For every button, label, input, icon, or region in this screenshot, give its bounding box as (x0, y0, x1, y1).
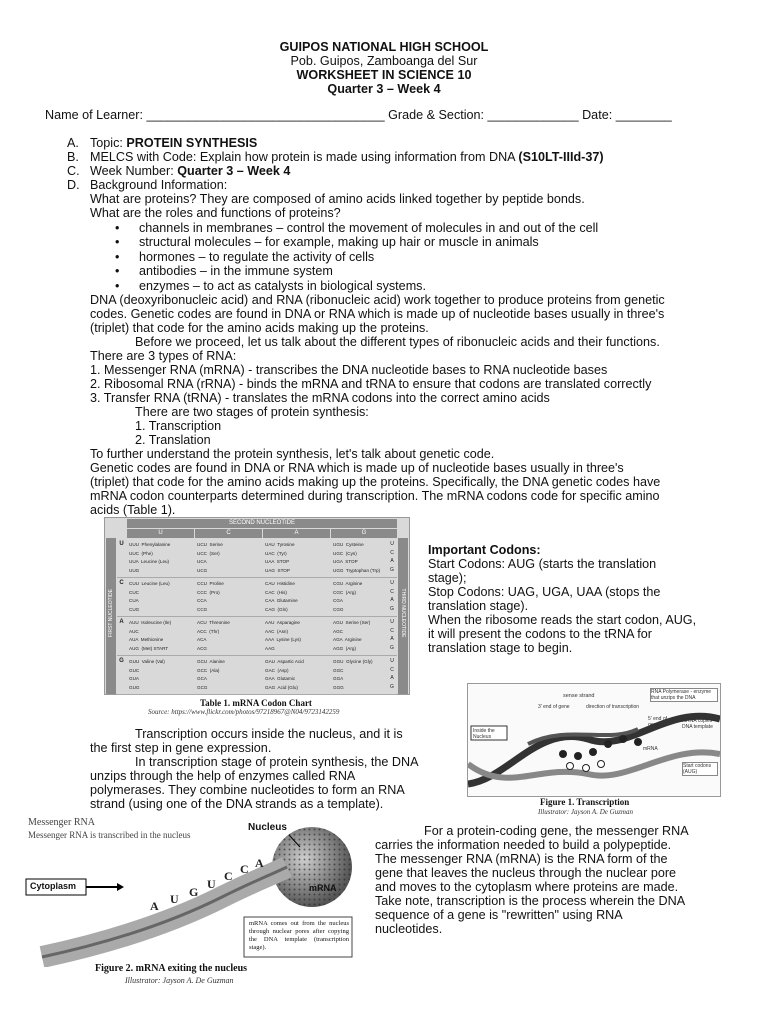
codon-note-line: Stop Codons: UAG, UGA, UAA (stops the (428, 585, 661, 599)
item-d-prefix: D. (67, 178, 80, 192)
transcription-line: Transcription occurs inside the nucleus, and it is (135, 727, 403, 741)
item-c (67, 164, 291, 178)
item-a-prefix: A. (67, 136, 79, 150)
paragraph-line: (triplet) that code for the amino acids making up the proteins. Specifically, the DNA genetic codes have (90, 475, 661, 489)
closing-line: Take note, transcription is the process wherein the DNA (375, 894, 686, 908)
question-proteins: What are proteins? They are composed of amino acids linked together by peptide bonds. (90, 192, 585, 206)
copies-note: mRNA copies DNA template (682, 718, 713, 730)
bullet-item: • channels in membranes – control the movement of molecules in and out of the cell (139, 221, 598, 235)
table-caption: Table 1. mRNA Codon Chart (200, 698, 312, 708)
codon-note-line: stage); (428, 571, 467, 585)
figure-1-caption: Figure 1. Transcription (540, 797, 630, 807)
figure-2-subtitle: Messenger RNA is transcribed in the nucleus (28, 830, 191, 840)
melc-code: (S10LT-IIId-37) (518, 150, 604, 164)
paragraph-line: mRNA codon counterparts determined during transcription. The mRNA codons code for specific amino (90, 489, 660, 503)
codon-cell: GAU Aspartic Acid GAC (Asp) GAA Glutamic GAG Acid (Glu) (265, 659, 304, 690)
item-b-prefix: B. (67, 150, 79, 164)
first-nucleotide-letter: G (119, 658, 124, 664)
topic-value: PROTEIN SYNTHESIS (126, 136, 258, 150)
third-nucleotide-letter: C (390, 588, 394, 595)
third-nucleotide-letter: G (390, 683, 394, 690)
three-prime-label: 3' end of gene (538, 704, 570, 710)
closing-line: and moves to the cytoplasm where proteins are made. (375, 880, 679, 894)
figure-1-credit: Illustrator: Jayson A. De Guzman (538, 808, 633, 816)
table-source: Source: https://www.flickr.com/photos/97218967@N04/9723142259 (148, 708, 340, 716)
codon-row-divider (117, 577, 397, 578)
five-prime-label: 5' end of gene (648, 716, 668, 728)
closing-line: gene that leaves the nucleus through the nuclear pore (375, 866, 677, 880)
codon-cell: CUU Leucine (Leu) CUC CUA CUG (129, 581, 170, 612)
direction-label: direction of transcription (586, 704, 640, 710)
bullet-item: • structural molecules – for example, making up hair or muscle in animals (139, 235, 539, 249)
codon-cell: UCU Serine UCC (Ser) UCA UCG (197, 542, 223, 573)
mrna-exit-note: mRNA comes out from the nucleus through nuclear pores after copying the DNA template (transcription stage). (249, 920, 349, 951)
learner-info-line: Name of Learner: __________________________________ Grade & Section: _____________ Date: ________ (45, 108, 672, 122)
rna-type: 1. Messenger RNA (mRNA) - transcribes the DNA nucleotide bases to RNA nucleotide bases (90, 363, 608, 377)
figure-2-mrna-exit (22, 817, 377, 967)
codon-table (104, 517, 410, 695)
third-nucleotide-label: THIRD NUCLEOTIDE (400, 588, 406, 638)
codon-row-divider (117, 655, 397, 656)
mrna-base: C (240, 862, 249, 876)
mrna-label: mRNA (309, 883, 337, 893)
codon-note-line: it will present the codons to the tRNA for (428, 627, 652, 641)
codon-cell: GGU Glycine (Gly) GGC GGA GGG (333, 659, 373, 690)
item-b (67, 150, 604, 164)
codon-note-line: Start Codons: AUG (starts the translation (428, 557, 657, 571)
rna-type: 3. Transfer RNA (tRNA) - translates the mRNA codons into the correct amino acids (90, 391, 550, 405)
start-codon-note: Start codons (AUG) (682, 762, 718, 776)
codon-cell: UAU Tyrosine UAC (Tyr) UAA STOP UAG STOP (265, 542, 295, 573)
stage-item: 1. Transcription (135, 419, 222, 433)
codon-cell: CAU Histidine CAC (His) CAA Glutamine CAG (Gln) (265, 581, 298, 612)
rna-type: 2. Ribosomal RNA (rRNA) - binds the mRNA and tRNA to ensure that codons are translated correctly (90, 377, 652, 391)
codon-col-header: A (263, 529, 330, 538)
week-value: Quarter 3 – Week 4 (177, 164, 291, 178)
codon-cell: GUU Valine (Val) GUC GUA GUG (129, 659, 165, 690)
third-nucleotide-letter: U (390, 541, 394, 547)
figure-2-title: Messenger RNA (28, 817, 95, 828)
transcription-line: polymerases. They combine nucleotides to form an RNA (90, 783, 405, 797)
mrna-base: G (189, 885, 199, 899)
codon-cell: UUU Phenylalanine UUC (Phe) UUA Leucine (Leu) UUG (129, 542, 171, 573)
codon-row-divider (117, 616, 397, 617)
item-a (67, 136, 258, 150)
inside-nucleus-label: Inside the Nucleus (473, 728, 495, 740)
stage-item: 2. Translation (135, 433, 211, 447)
third-nucleotide-letter: U (390, 658, 394, 664)
mrna-base: A (255, 856, 264, 870)
third-nucleotide-letter: A (390, 558, 394, 564)
first-nucleotide-label: FIRST NUCLEOTIDE (108, 589, 114, 637)
important-codons-title: Important Codons: (428, 543, 541, 557)
first-nucleotide-bar (106, 538, 116, 694)
figure-1-transcription (467, 683, 721, 797)
figure-2-credit: Illustrator: Jayson A. De Guzman (125, 976, 234, 985)
polymerase-note: RNA Polymerase - enzyme that unzips the DNA (650, 688, 718, 702)
third-nucleotide-letter: C (390, 627, 394, 634)
transcription-line: In transcription stage of protein synthesis, the DNA (135, 755, 419, 769)
third-nucleotide-letter: A (390, 675, 394, 681)
third-nucleotide-letter: C (390, 549, 394, 556)
third-nucleotide-letter: G (390, 566, 394, 573)
codon-note-line: When the ribosome reads the start codon, AUG, (428, 613, 697, 627)
mrna-base: C (224, 869, 233, 883)
bullet-item: • hormones – to regulate the activity of cells (139, 250, 374, 264)
paragraph-line: To further understand the protein synthesis, let's talk about genetic code. (90, 447, 495, 461)
quarter-label: Quarter 3 – Week 4 (327, 82, 441, 96)
codon-note-line: translation stage to begin. (428, 641, 573, 655)
nucleus-label: Nucleus (248, 822, 287, 833)
codon-cell: ACU Threonine ACC (Thr) ACA ACG (197, 620, 230, 651)
paragraph-line: acids (Table 1). (90, 503, 176, 517)
worksheet-title: WORKSHEET IN SCIENCE 10 (296, 68, 472, 82)
closing-line: For a protein-coding gene, the messenger RNA (424, 824, 689, 838)
third-nucleotide-letter: G (390, 644, 394, 651)
codon-cell: AAU Asparagine AAC (Asn) AAA Lysine (Lys) AAG (265, 620, 301, 651)
first-nucleotide-letter: U (119, 541, 124, 547)
third-nucleotide-letter: U (390, 619, 394, 625)
stages-intro: There are two stages of protein synthesis: (135, 405, 369, 419)
item-a-label: Topic: (90, 136, 127, 150)
first-nucleotide-letter: A (119, 619, 124, 625)
question-roles: What are the roles and functions of proteins? (90, 206, 341, 220)
transcription-line: unzips through the help of enzymes called RNA (90, 769, 356, 783)
item-d (67, 178, 228, 192)
third-nucleotide-letter: U (390, 580, 394, 586)
codon-table-header: SECOND NUCLEOTIDE (127, 519, 397, 528)
codon-col-header: G (331, 529, 397, 538)
codon-cell: AUU Isoleucine (Ile) AUC AUA Methionine AUG (Met) START (129, 620, 172, 651)
school-address: Pob. Guipos, Zamboanga del Sur (290, 54, 478, 68)
item-d-label: Background Information: (90, 178, 228, 192)
mrna-base: U (207, 877, 216, 891)
codon-cell: CCU Proline CCC (Pro) CCA CCG (197, 581, 224, 612)
bullet-item: • antibodies – in the immune system (139, 264, 333, 278)
third-nucleotide-letter: G (390, 605, 394, 612)
item-b-label: MELCS with Code: Explain how protein is made using information from DNA (90, 150, 519, 164)
paragraph-line: There are 3 types of RNA: (90, 349, 237, 363)
codon-cell: GCU Alanine GCC (Ala) GCA GCG (197, 659, 225, 690)
codon-col-header: C (195, 529, 262, 538)
closing-line: The messenger RNA (mRNA) is the RNA form of the (375, 852, 668, 866)
item-c-prefix: C. (67, 164, 80, 178)
paragraph-line: Genetic codes are found in DNA or RNA which is made up of nucleotide bases usually in three's (90, 461, 624, 475)
sense-strand-label: sense strand (563, 693, 595, 699)
codon-cell: AGU Serine (Ser) AGC AGA Arginine AGG (Arg) (333, 620, 371, 651)
codon-note-line: translation stage). (428, 599, 529, 613)
mrna-label: mRNA (643, 746, 658, 752)
transcription-line: the first step in gene expression. (90, 741, 272, 755)
third-nucleotide-letter: C (390, 666, 394, 673)
codon-col-header: U (127, 529, 194, 538)
transcription-line: strand (using one of the DNA strands as a template). (90, 797, 384, 811)
paragraph-line: (triplet) that code for the amino acids making up the proteins. (90, 321, 429, 335)
mrna-base: U (170, 892, 179, 906)
third-nucleotide-letter: A (390, 597, 394, 603)
figure-2-caption: Figure 2. mRNA exiting the nucleus (95, 963, 248, 974)
closing-line: nucleotides. (375, 922, 443, 936)
closing-line: sequence of a gene is "rewritten" using RNA (375, 908, 623, 922)
codon-cell: UGU Cysteine UGC (Cys) UGA STOP UGG Tryptophan (Trp) (333, 542, 381, 573)
first-nucleotide-letter: C (119, 580, 124, 586)
item-c-label: Week Number: (90, 164, 178, 178)
third-nucleotide-letter: A (390, 636, 394, 642)
codon-row-divider (117, 694, 397, 695)
paragraph-line: Before we proceed, let us talk about the different types of ribonucleic acids and their functions. (135, 335, 660, 349)
school-name: GUIPOS NATIONAL HIGH SCHOOL (279, 40, 489, 54)
codon-cell: CGU Arginine CGC (Arg) CGA CGG (333, 581, 363, 612)
cytoplasm-label: Cytoplasm (30, 881, 77, 891)
closing-line: carries the information needed to build a polypeptide. (375, 838, 672, 852)
paragraph-line: codes. Genetic codes are found in DNA or RNA which is made up of nucleotide bases usually in three's (90, 307, 665, 321)
mrna-base: A (150, 899, 159, 913)
bullet-item: • enzymes – to act as catalysts in biological systems. (139, 279, 426, 293)
third-nucleotide-bar (398, 538, 408, 694)
paragraph-line: DNA (deoxyribonucleic acid) and RNA (ribonucleic acid) work together to produce proteins from genetic (90, 293, 665, 307)
